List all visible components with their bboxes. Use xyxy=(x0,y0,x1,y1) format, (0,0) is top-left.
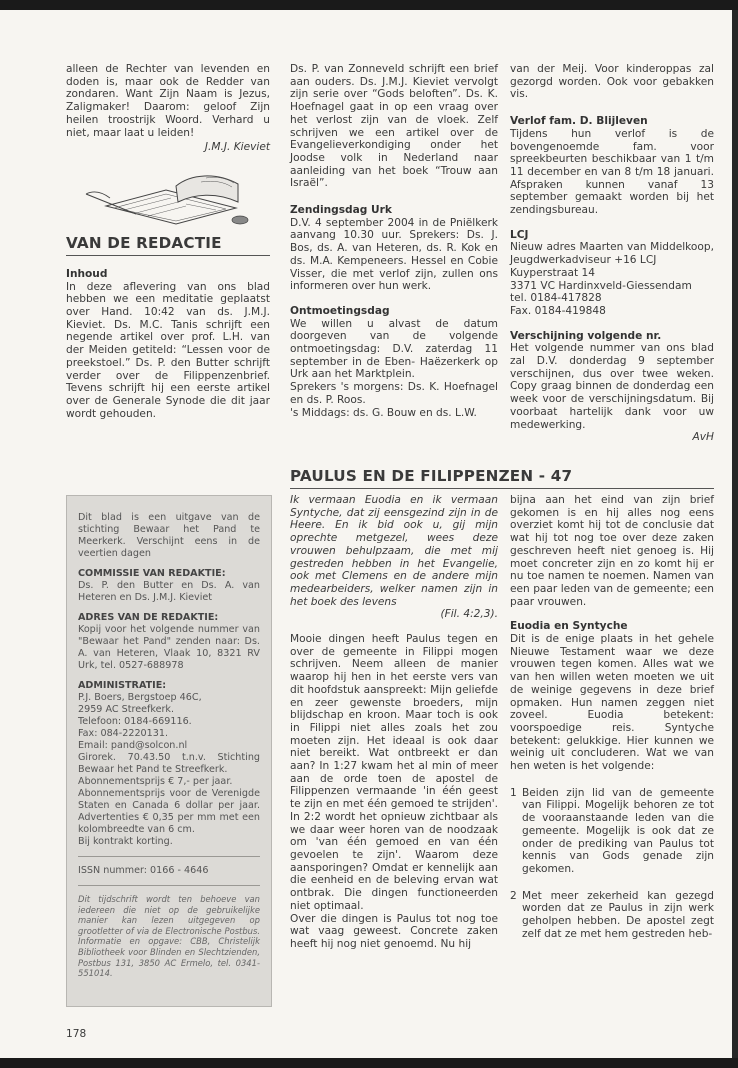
meditation-signature: J.M.J. Kieviet xyxy=(204,141,270,154)
magazine-page xyxy=(0,10,732,1058)
section-title-redactie: VAN DE REDACTIE xyxy=(66,234,270,256)
lcj-line: Nieuw adres Maarten van Middelkoop, Jeugdwerkadviseur +16 LCJ xyxy=(510,241,714,267)
admin-line: P.J. Boers, Bergstoep 46C, xyxy=(78,692,202,703)
article-column-1 xyxy=(290,494,498,951)
book-quill-illustration xyxy=(66,168,270,228)
list-text: Beiden zijn lid van de gemeente van Filippi. Mogelijk behoren ze tot de vooraanstaande leden van die gemeente. Mogelijk is ook dat ze onder de prediking van Paulus tot kennis van Gods genade zijn gekomen. xyxy=(522,786,714,875)
verlof-text: Tijdens hun verlof is de bovengenoemde fam. voor spreekbeurten beschikbaar van 1 t/m 11 december en van 8 t/m 18 januari. Afspraken kunnen vanaf 13 september gemaakt worden bij het zendingsbureau. xyxy=(510,127,714,217)
sprekers-afternoon: 's Middags: ds. G. Bouw en ds. L.W. xyxy=(290,406,477,419)
verschijning-heading: Verschijning volgende nr. xyxy=(510,329,662,342)
administratie-heading: ADMINISTRATIE: xyxy=(78,680,167,691)
list-item xyxy=(510,787,714,876)
zendingsdag-text: D.V. 4 september 2004 in de Pniëlkerk aanvang 10.30 uur. Sprekers: Ds. J. Bos, ds. A. van Heteren, ds. R. Kok en ds. M.A. Kempeneers. Hessel en Cobie Visser, die met verlof zijn, zullen ons informeren over hun werk. xyxy=(290,216,498,293)
adres-text: Kopij voor het volgende nummer van "Bewaar het Pand" zenden naar: Ds. A. van Heteren, Vlaak 10, 8321 RV Urk, tel. 0527-688978 xyxy=(78,624,260,671)
admin-line: Abonnementsprijs € 7,- per jaar. xyxy=(78,776,233,787)
admin-line: Bij kontrakt korting. xyxy=(78,836,173,847)
admin-line: Telefoon: 0184-669116. xyxy=(78,716,192,727)
column-middle-top xyxy=(290,63,498,419)
page-number: 178 xyxy=(66,1028,87,1040)
column-right-top xyxy=(510,63,714,444)
list-text: Met meer zekerheid kan gezegd worden dat ze Paulus in zijn werk geholpen hebben. De apostel zegt zelf dat ze met hem gestreden heb- xyxy=(522,889,714,940)
redactie-continued: Ds. P. van Zonneveld schrijft een brief aan ouders. Ds. J.M.J. Kieviet vervolgt zijn serie over “Gods beloften”. Ds. K. Hoefnagel gaat in op een vraag over het verlost zijn van de vloek. Zelf schrijven we een artikel over de Evangelieverkondiging onder het Joodse volk in Nederland naar aanleiding van het boek “Trouw aan Israël”. xyxy=(290,63,498,190)
issn: ISSN nummer: 0166 - 4646 xyxy=(78,865,209,876)
article-column-2 xyxy=(510,494,714,955)
euodia-text: Dit is de enige plaats in het gehele Nieuwe Testament waar we deze vrouwen tegen komen. Alles wat we van hen willen weten moeten we uit de weinige gegevens in deze brief opmaken. Hun namen zeggen niet zoveel. Euodia betekent: voorspoedige reis. Syntyche betekent: gelukkige. Hier kunnen we weinig uit concluderen. Wat we van hen weten is het volgende: xyxy=(510,633,714,773)
admin-line: Email: pand@solcon.nl xyxy=(78,740,188,751)
ontmoetingsdag-text: We willen u alvast de datum doorgeven van de volgende ontmoetingsdag: D.V. zaterdag 11 september in de Eben- Haëzerkerk op Urk aan het Marktplein. xyxy=(290,317,498,381)
scan-edge xyxy=(732,10,738,1058)
lcj-line: 3371 VC Hardinxveld-Giessendam xyxy=(510,279,692,292)
admin-line: Abonnementsprijs voor de Verenigde Staten en Canada 6 dollar per jaar. Advertenties € 0,35 per mm met een kolombreedte van 6 cm. xyxy=(78,788,260,835)
ontmoetingsdag-continued: van der Meij. Voor kinderoppas zal gezorgd worden. Ook voor gebakken vis. xyxy=(510,63,714,101)
ontmoetingsdag-heading: Ontmoetingsdag xyxy=(290,304,390,317)
colophon-intro: Dit blad is een uitgave van de stichting Bewaar het Pand te Meerkerk. Verschijnt eens in de veertien dagen xyxy=(78,512,260,559)
article-body-paragraph: Over die dingen is Paulus tot nog toe wat vaag geweest. Concrete zaken heeft hij nog niet genoemd. Nu hij xyxy=(290,912,498,950)
lcj-line: Fax. 0184-419848 xyxy=(510,304,606,317)
divider xyxy=(78,885,260,886)
article-body-paragraph: bijna aan het eind van zijn brief gekomen is en hij alles nog eens overziet komt hij tot de conclusie dat wat hij tot nog toe over deze zaken geschreven heeft niet genoeg is. Hij moet concreter zijn en zo komt hij er nu toe namen te noemen. Namen van een paar leden van de gemeente; een paar vrouwen. xyxy=(510,494,714,608)
verschijning-signature: AvH xyxy=(692,431,714,444)
admin-line: Fax: 084-2220131. xyxy=(78,728,169,739)
verschijning-text: Het volgende nummer van ons blad zal D.V. donderdag 9 september verschijnen, dus over twee weken. Copy graag binnen de donderdag een week voor de verschijningsdatum. Bij voorbaat hartelijk dank voor uw medewerking. xyxy=(510,342,714,431)
euodia-heading: Euodia en Syntyche xyxy=(510,620,628,633)
inhoud-heading: Inhoud xyxy=(66,267,108,280)
divider xyxy=(78,856,260,857)
article-intro-reference: (Fil. 4:2,3). xyxy=(440,608,498,621)
commissie-heading: COMMISSIE VAN REDAKTIE: xyxy=(78,568,226,579)
list-number: 1 xyxy=(510,786,517,799)
list-item xyxy=(510,890,714,941)
meditation-ending: alleen de Rechter van levenden en doden is, maar ook de Redder van zondaren. Want Zijn Naam is Jezus, Zaligmaker! Daarom: geloof Zijn heilen troostrijk Woord. Verhard u niet, maar laat u leiden! xyxy=(66,63,270,139)
accessibility-note: Dit tijdschrift wordt ten behoeve van iedereen die niet op de gebruikelijke manier kan lezen uitgegeven op grootletter of via de Electronische Postbus. Informatie en opgave: CBB, Christelijk Bibliotheek voor Blinden en Slechtzienden, Postbus 131, 3850 AC Ermelo, tel. 0341-551014. xyxy=(78,894,260,979)
lcj-heading: LCJ xyxy=(510,228,529,241)
zendingsdag-heading: Zendingsdag Urk xyxy=(290,204,392,217)
column-left xyxy=(66,63,270,420)
sprekers-morning: Sprekers 's morgens: Ds. K. Hoefnagel en ds. P. Roos. xyxy=(290,381,498,406)
article-intro-quote: Ik vermaan Euodia en ik vermaan Syntyche, dat zij eensgezind zijn in de Heere. En ik bid ook u, gij mijn oprechte metgezel, wees deze vrouwen behulpzaam, die met mij gestreden hebben in het Evangelie, ook met Clemens en de andere mijn medearbeiders, welker namen zijn in het boek des levens xyxy=(290,494,498,608)
colophon-box xyxy=(66,495,272,1007)
book-quill-icon xyxy=(66,168,270,228)
numbered-list xyxy=(510,787,714,941)
lcj-line: tel. 0184-417828 xyxy=(510,292,602,305)
list-number: 2 xyxy=(510,889,517,902)
article-body-paragraph: Mooie dingen heeft Paulus tegen en over de gemeente in Filippi mogen schrijven. Neem alleen de manier waarop hij hen in het eerste vers van dit hoofdstuk aanspreekt: Mijn geliefde en zeer gewenste broeders, mijn blijdschap en kroon. Maar toch is ook in Filippi niet alles zoals het zou moeten zijn. Het ideaal is ook daar niet bereikt. Wat ontbreekt er dan aan? In 1:27 kwam het al min of meer aan de orde toen de apostel de Filippenzen vermaande 'in één geest te zijn en met één gemoed te strijden'. In 2:2 wordt het opnieuw zichtbaar als we daar weer horen van de noodzaak om 'van één gemoed en van één gevoelen te zijn'. Waarom deze aansporingen? Omdat er kennelijk aan die eenheid en de beleving ervan wat ontbrak. Die dingen functioneerden niet optimaal. xyxy=(290,633,498,912)
verlof-heading: Verlof fam. D. Blijleven xyxy=(510,115,648,128)
admin-line: Girorek. 70.43.50 t.n.v. Stichting Bewaar het Pand te Streefkerk. xyxy=(78,752,260,775)
lcj-line: Kuyperstraat 14 xyxy=(510,266,596,279)
inhoud-text: In deze aflevering van ons blad hebben we een meditatie geplaatst over Hand. 10:42 van ds. J.M.J. Kieviet. Ds. M.C. Tanis schrijft een negende artikel over prof. L.H. van der Meiden getiteld: “Lessen voor de preekstoel.” Ds. P. den Butter schrijft verder over de Filippenzenbrief. Tevens schrijft hij een eerste artikel over de Generale Synode die dit jaar wordt gehouden. xyxy=(66,280,270,420)
adres-heading: ADRES VAN DE REDAKTIE: xyxy=(78,612,219,623)
article-title-paulus: PAULUS EN DE FILIPPENZEN - 47 xyxy=(290,467,714,489)
commissie-text: Ds. P. den Butter en Ds. A. van Heteren en Ds. J.M.J. Kieviet xyxy=(78,580,260,603)
admin-line: 2959 AC Streefkerk. xyxy=(78,704,175,715)
